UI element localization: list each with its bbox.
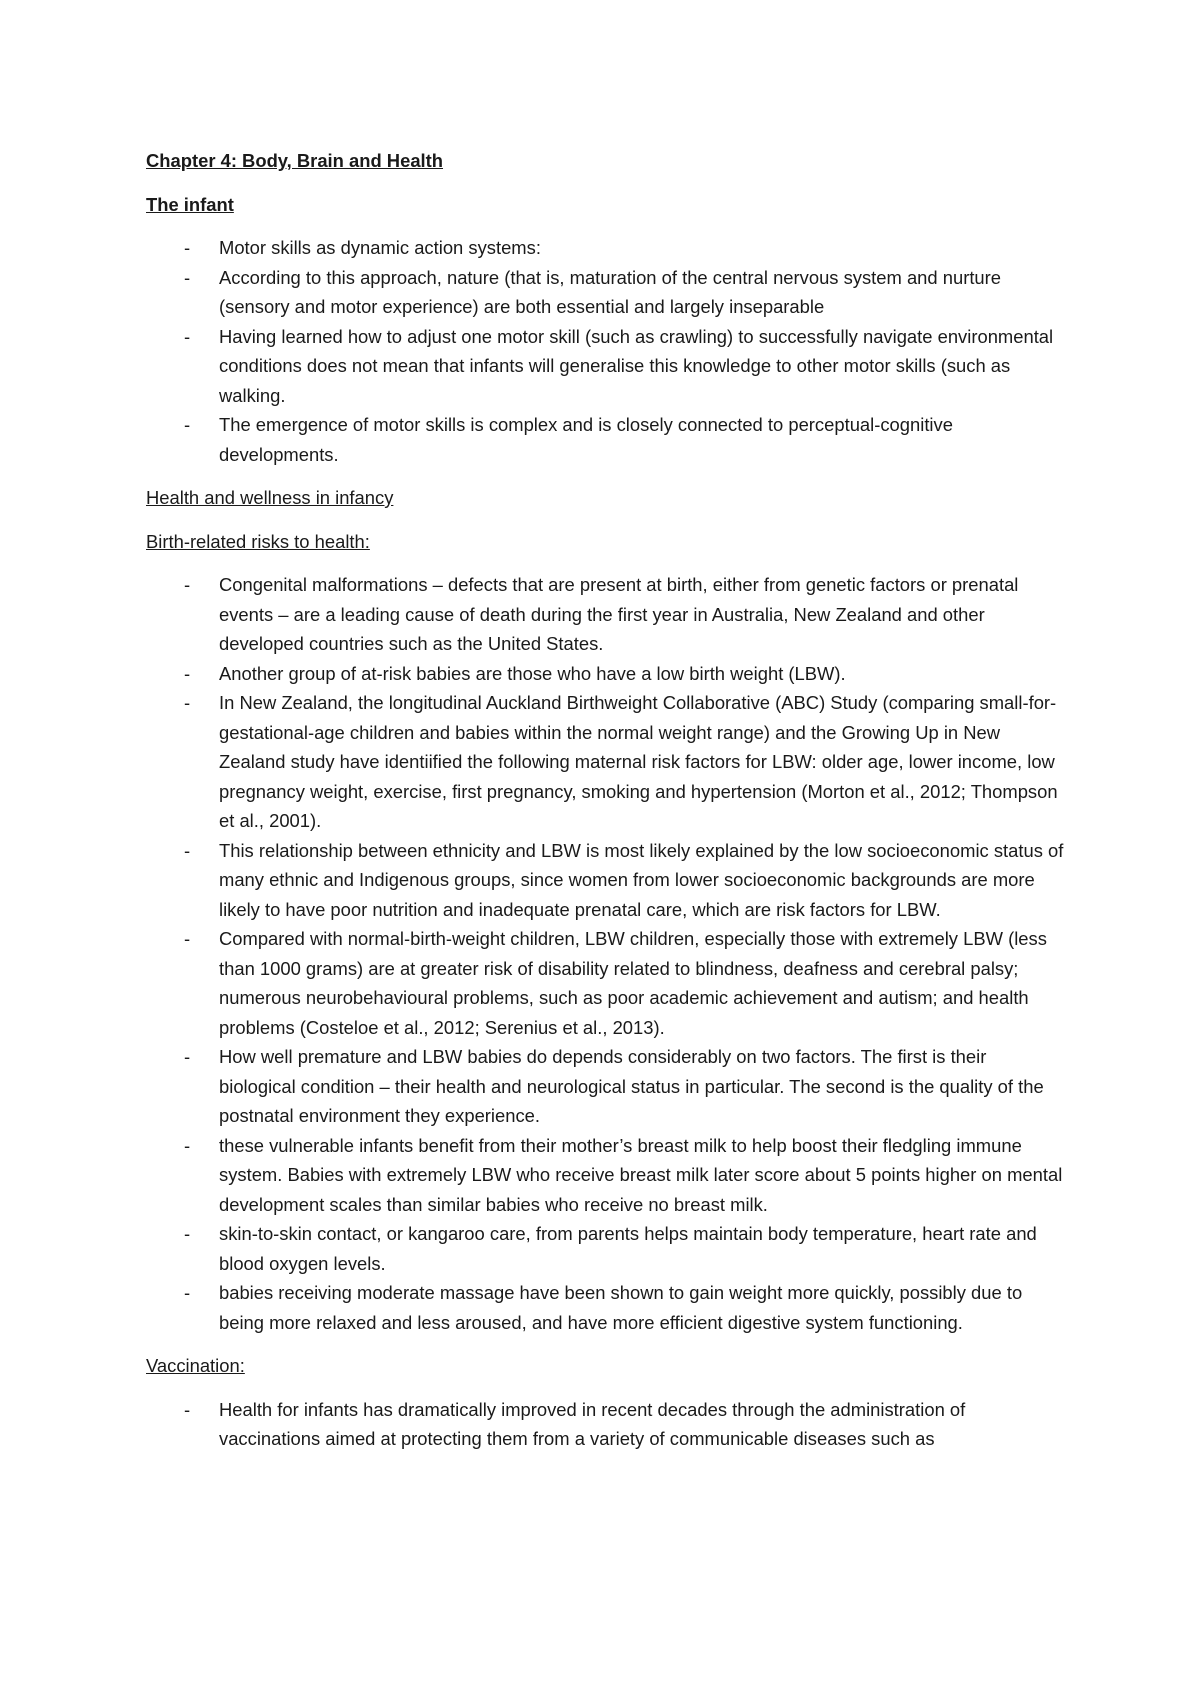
list-item: - Health for infants has dramatically improved in recent decades through the administration of vaccinations aimed at protecting them from a variety of communicable diseases such as <box>184 1398 966 1449</box>
section-heading-birth-risks: Birth-related risks to health: <box>146 530 370 552</box>
list-item: - In New Zealand, the longitudinal Auckland Birthweight Collaborative (ABC) Study (comparing small-for-gestational-age children and babies within the normal weight range) and the Growing Up in New Zealand study have identiified the following maternal risk factors for LBW: older age, lower income, low pregnancy weight, exercise, first pregnancy, smoking and hypertension (Morton et al., 2012; Thompson et al., 2001). <box>184 692 1058 831</box>
section-heading-health: Health and wellness in infancy <box>146 487 394 508</box>
list-item: - skin-to-skin contact, or kangaroo care, from parents helps maintain body temperature, heart rate and blood oxygen levels. <box>184 1223 1037 1274</box>
section-heading-infant: The infant <box>146 193 234 215</box>
section-heading-vaccination: Vaccination: <box>146 1355 245 1376</box>
list-item: - Congenital malformations – defects that are present at birth, either from genetic factors or prenatal events – are a leading cause of death during the first year in Australia, New Zealand and other developed countries such as the United States. <box>184 574 1019 654</box>
list-item: - Having learned how to adjust one motor skill (such as crawling) to successfully navigate environmental conditions does not mean that infants will generalise this knowledge to other motor skills (such as walking. <box>184 325 1054 406</box>
list-item: - The emergence of motor skills is complex and is closely connected to perceptual-cognitive developments. <box>184 414 953 465</box>
document-body <box>146 146 1066 1468</box>
birth-risks-bullet-list <box>146 570 1066 1337</box>
infant-bullet-list <box>146 233 1066 469</box>
list-item: - Compared with normal-birth-weight children, LBW children, especially those with extremely LBW (less than 1000 grams) are at greater risk of disability related to blindness, deafness and cerebral palsy; numerous neurobehavioural problems, such as poor academic achievement and autism; and health problems (Costeloe et al., 2012; Serenius et al., 2013). <box>184 928 1047 1038</box>
list-item: - How well premature and LBW babies do depends considerably on two factors. The first is their biological condition – their health and neurological status in particular. The second is the quality of the postnatal environment they experience. <box>184 1046 1044 1126</box>
list-item: - This relationship between ethnicity and LBW is most likely explained by the low socioeconomic status of many ethnic and Indigenous groups, since women from lower socioeconomic backgrounds are more likely to have poor nutrition and inadequate prenatal care, which are risk factors for LBW. <box>184 839 1064 920</box>
list-item: - Another group of at-risk babies are those who have a low birth weight (LBW). <box>184 662 846 684</box>
list-item: - these vulnerable infants benefit from their mother’s breast milk to help boost their fledgling immune system. Babies with extremely LBW who receive breast milk later score about 5 points higher on mental development scales than similar babies who receive no breast milk. <box>184 1134 1063 1215</box>
list-item: - Motor skills as dynamic action systems: <box>184 237 541 258</box>
list-item: - According to this approach, nature (that is, maturation of the central nervous system and nurture (sensory and motor experience) are both essential and largely inseparable <box>184 266 1002 317</box>
vaccination-bullet-list <box>146 1395 1066 1454</box>
chapter-title: Chapter 4: Body, Brain and Health <box>146 150 444 171</box>
list-item: - babies receiving moderate massage have been shown to gain weight more quickly, possibly due to being more relaxed and less aroused, and have more efficient digestive system functioning. <box>184 1282 1023 1333</box>
